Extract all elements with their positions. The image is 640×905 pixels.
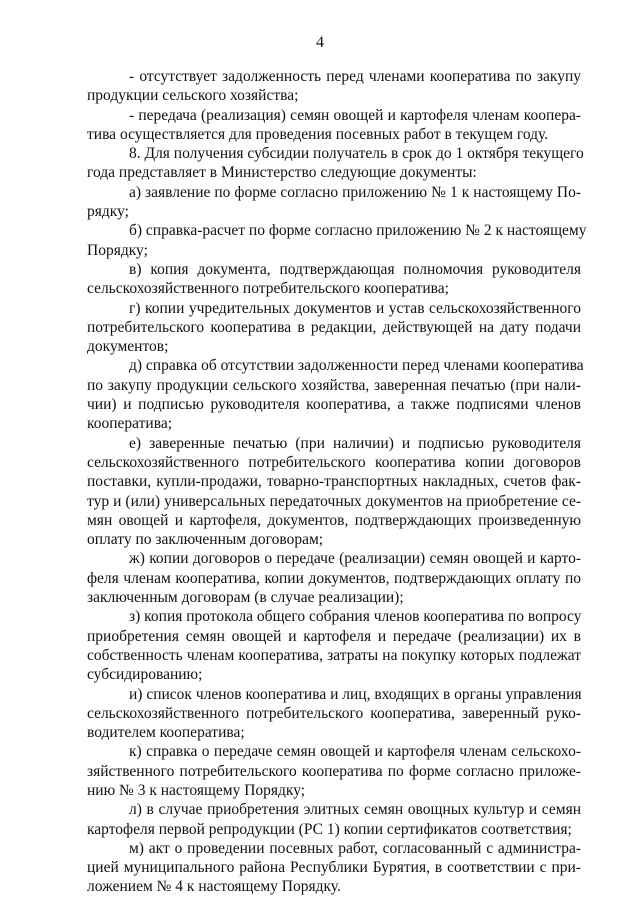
- text-line: в) копия документа, подтверждающая полномочия руководителя: [129, 260, 581, 278]
- text-line: е) заверенные печатью (при наличии) и подписью руководителя: [129, 434, 581, 452]
- text-line: документов;: [87, 338, 169, 356]
- document-body: [87, 67, 587, 897]
- text-line: продукции сельского хозяйства;: [87, 87, 299, 105]
- text-line: 8. Для получения субсидии получатель в срок до 1 октября текущего: [129, 145, 584, 163]
- text-line: цией муниципального района Республики Бурятия, в соответствии с при-: [87, 859, 581, 877]
- text-line: приобретения семян овощей и картофеля и передаче (реализации) их в: [87, 627, 581, 645]
- text-line: зяйственного потребительского кооператива по форме согласно приложе-: [87, 762, 581, 780]
- text-line: чии) и подписью руководителя кооператива, а также подписями членов: [87, 396, 581, 414]
- text-line: Порядку;: [87, 241, 148, 259]
- paragraph: [87, 144, 584, 183]
- text-line: картофеля первой репродукции (РС 1) копии сертификатов соответствия;: [87, 820, 572, 838]
- text-line: з) копия протокола общего собрания членов кооператива по вопросу: [129, 608, 582, 626]
- text-line: нию № 3 к настоящему Порядку;: [87, 781, 306, 799]
- paragraph: [87, 106, 581, 145]
- paragraph: [87, 434, 581, 550]
- text-line: собственность членам кооператива, затраты на покупку которых подлежат: [87, 646, 581, 664]
- paragraph: [87, 183, 581, 222]
- text-line: сельскохозяйственного потребительского кооператива;: [87, 280, 449, 298]
- text-line: кооператива;: [87, 415, 173, 433]
- text-line: л) в случае приобретения элитных семян овощных культур и семян: [129, 801, 581, 819]
- text-line: феля членам кооператива, копии документов, подтверждающих оплату по: [87, 569, 581, 587]
- text-line: субсидированию;: [87, 666, 203, 684]
- text-line: заключенным договорам (в случае реализации);: [87, 589, 404, 607]
- text-line: ж) копии договоров о передаче (реализации) семян овощей и карто-: [129, 550, 581, 568]
- text-line: оплату по заключенным договорам;: [87, 531, 324, 549]
- text-line: потребительского кооператива в редакции, действующей на дату подачи: [87, 318, 581, 336]
- text-line: - отсутствует задолженность перед членами кооператива по закупу: [129, 68, 581, 85]
- text-line: по закупу продукции сельского хозяйства, заверенная печатью (при нали-: [87, 376, 581, 394]
- paragraph: [87, 607, 581, 684]
- paragraph: [87, 356, 584, 433]
- text-line: г) копии учредительных документов и устав сельскохозяйственного: [129, 299, 581, 317]
- text-line: тива осуществляется для проведения посевных работ в текущем году.: [87, 125, 549, 143]
- paragraph: [87, 742, 581, 800]
- text-line: д) справка об отсутствии задолженности перед членами кооператива: [129, 357, 584, 375]
- text-line: года представляет в Министерство следующие документы:: [87, 164, 477, 182]
- page-number: 4: [316, 34, 324, 51]
- text-line: водителем кооператива;: [87, 724, 245, 742]
- paragraph: [87, 299, 581, 357]
- text-line: поставки, купли-продажи, товарно-транспортных накладных, счетов фак-: [87, 473, 581, 491]
- text-line: м) акт о проведении посевных работ, согласованный с администра-: [129, 839, 581, 857]
- paragraph: [87, 800, 581, 839]
- text-line: к) справка о передаче семян овощей и картофеля членам сельскохо-: [129, 743, 581, 761]
- text-line: тур и (или) универсальных передаточных документов на приобретение се-: [87, 492, 581, 510]
- text-line: - передача (реализация) семян овощей и картофеля членам коопера-: [129, 106, 581, 124]
- text-line: а) заявление по форме согласно приложению № 1 к настоящему По-: [129, 183, 581, 201]
- text-line: мян овощей и картофеля, документов, подтверждающих произведенную: [87, 511, 581, 529]
- text-line: сельскохозяйственного потребительского кооператива, заверенный руко-: [87, 704, 581, 722]
- paragraph: [87, 685, 581, 743]
- paragraph: [87, 549, 581, 607]
- paragraph: [87, 839, 581, 897]
- paragraph: [87, 260, 581, 299]
- paragraph: [87, 221, 587, 260]
- paragraph: [87, 67, 581, 106]
- text-line: б) справка-расчет по форме согласно приложению № 2 к настоящему: [129, 222, 587, 240]
- text-line: сельскохозяйственного потребительского кооператива копии договоров: [87, 453, 581, 471]
- text-line: и) список членов кооператива и лиц, входящих в органы управления: [129, 685, 582, 703]
- text-line: ложением № 4 к настоящему Порядку.: [87, 878, 341, 896]
- text-line: рядку;: [87, 203, 129, 221]
